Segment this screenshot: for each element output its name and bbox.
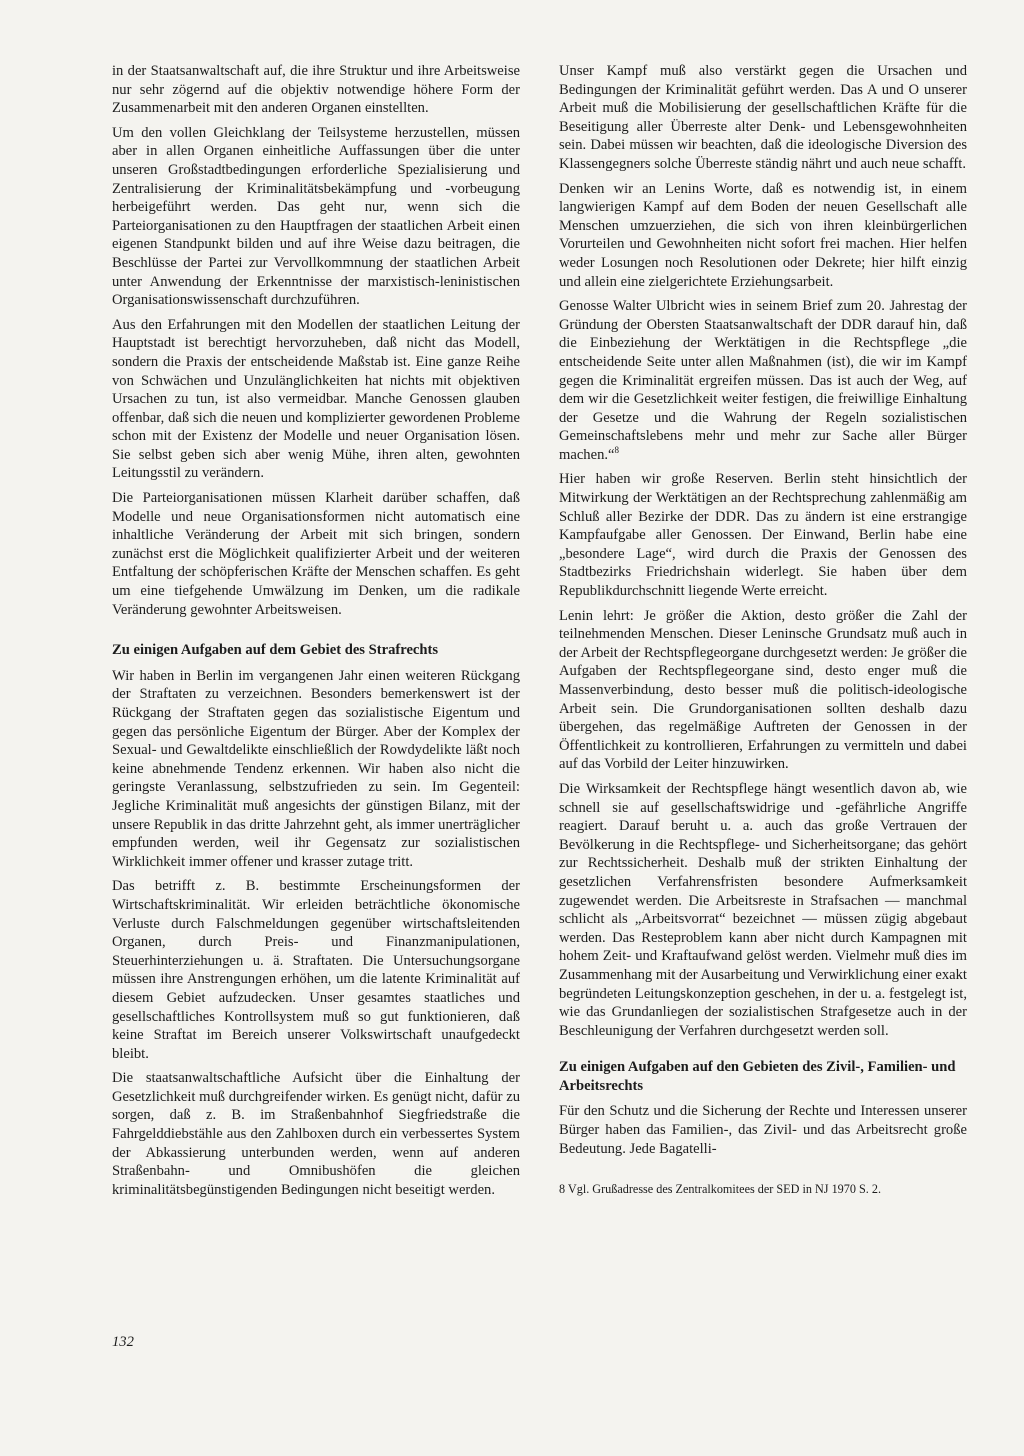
paragraph-with-quote <box>559 297 967 464</box>
paragraph: Denken wir an Lenins Worte, daß es notwendig ist, in einem langwierigen Kampf auf dem Boden der neuen Gesellschaft alle Menschen umzuerziehen, die sich von ihren kleinbürgerlichen Vorurteilen und Gewohnheiten nicht sofort frei machen. Hier helfen weder Losungen noch Resolutionen oder Dekrete; hier hilft einzig und allein eine zielgerichtete Erziehungsarbeit. <box>559 180 967 290</box>
paragraph: Um den vollen Gleichklang der Teilsysteme herzustellen, müssen aber in allen Organen einheitliche Auffassungen über die unter unseren Großstadtbedingungen erforderliche Spezialisierung und Zentralisierung der Kriminalitätsbekämpfung und -vorbeugung herbeigeführt werden. Das geht nur, wenn sich die Parteiorganisationen zu den Hauptfragen der staatlichen Arbeit einen eigenen Standpunkt bilden und auf ihre Weise dazu beitragen, die Beschlüsse der Partei zur Vervollkommnung der staatlichen Arbeit unter Anwendung der Erkenntnisse der marxistisch-leninistischen Organisationswissenschaft durchzuführen. <box>112 124 520 309</box>
footnote: 8 Vgl. Grußadresse des Zentralkomitees der SED in NJ 1970 S. 2. <box>559 1182 882 1197</box>
paragraph: Aus den Erfahrungen mit den Modellen der staatlichen Leitung der Hauptstadt ist berechtigt hervorzuheben, daß nicht das Modell, sondern die Praxis der entscheidende Maßstab ist. Eine ganze Reihe von Schwächen und Unzulänglichkeiten hat nichts mit objektiven Ursachen zu tun, ist also vermeidbar. Manche Genossen glauben offenbar, daß sich die neuen und komplizierter gewordenen Probleme schon mit der Existenz der Modelle und neuer Organisation lösen. Sie selbst geben sich aber wenig Mühe, ihren alten, gewohnten Leitungsstil zu verändern. <box>112 316 520 482</box>
section-heading-zivilrecht: Zu einigen Aufgaben auf den Gebieten des Zivil-, Familien- und Arbeitsrechts <box>559 1059 956 1094</box>
paragraph: in der Staatsanwaltschaft auf, die ihre Struktur und ihre Arbeitsweise nur sehr zögernd auf die objektiv notwendige höhere Form der Zusammenarbeit mit den anderen Organen einstellten. <box>112 63 520 117</box>
paragraph: Unser Kampf muß also verstärkt gegen die Ursachen und Bedingungen der Kriminalität geführt werden. Das A und O unserer Arbeit muß die Mobilisierung der gesellschaftlichen Kräfte für die Beseitigung aller Überreste alter Denk- und Lebensgewohnheiten sein. Dabei müssen wir beachten, daß die ideologische Diversion des Klassengegners solche Überreste ständig nährt und auch neue schafft. <box>559 63 967 172</box>
paragraph: Das betrifft z. B. bestimmte Erscheinungsformen der Wirtschaftskriminalität. Wir erleiden beträchtliche ökonomische Verluste durch Falschmeldungen gegenüber wirtschaftsleitenden Organen, durch Preis- und Finanzmanipulationen, Steuerhinterziehungen u. ä. Straftaten. Die Untersuchungsorgane müssen ihre Anstrengungen erhöhen, um die latente Kriminalität auf diesem Gebiet aufzudecken. Unser gesamtes staatliches und gesellschaftliches Kontrollsystem muß so gut funktionieren, daß keine Straftat im Bereich unserer Volkswirtschaft unaufgedeckt bleibt. <box>112 878 520 1062</box>
paragraph: Die Wirksamkeit der Rechtspflege hängt wesentlich davon ab, wie schnell sie auf gesellschaftswidrige und -gefährliche Angriffe reagiert. Darauf beruht u. a. auch das große Vertrauen der Bevölkerung in die Rechtspflege- und Sicherheitsorgane; das gehört zur Rechtssicherheit. Deshalb muß der strikten Einhaltung der gesetzlichen Verfahrensfristen besondere Aufmerksamkeit zugewendet werden. Die Arbeitsreste in Strafsachen — manchmal schlicht als „Arbeitsvorrat“ bezeichnet — müssen zügig abgebaut werden. Das Resteproblem kann aber nicht durch Kampagnen mit hohem Zeit- und Kraftaufwand gelöst werden. Vielmehr muß dies im Zusammenhang mit der Ausarbeitung und Verwirklichung einer exakt begründeten Leitungskonzeption geschehen, in der u. a. festgelegt ist, wie das Grundanliegen der sozialistischen Strafgesetze auch in der Beschleunigung der Verfahren durchgesetzt werden soll. <box>559 780 967 1039</box>
paragraph: Die staatsanwaltschaftliche Aufsicht über die Einhaltung der Gesetzlichkeit muß durchgreifender wirken. Es genügt nicht, dafür zu sorgen, daß z. B. im Straßenbahnhof Siegfriedstraße die Fahrgelddiebstähle aus den Zahlboxen durch ein verbessertes System der Abkassierung unterbunden werden, wenn auf anderen Straßenbahn- und Omnibushöfen die gleichen kriminalitätsbegünstigenden Bedingungen nicht beseitigt werden. <box>112 1070 520 1198</box>
paragraph: Für den Schutz und die Sicherung der Rechte und Interessen unserer Bürger haben das Familien-, das Zivil- und das Arbeitsrecht große Bedeutung. Jede Bagatelli- <box>559 1103 967 1157</box>
left-column <box>112 62 520 1205</box>
paragraph: Hier haben wir große Reserven. Berlin steht hinsichtlich der Mitwirkung der Werktätigen an der Rechtsprechung zahlenmäßig am Schluß aller Bezirke der DDR. Das zu ändern ist eine erstrangige Kampfaufgabe aller Genossen. Der Einwand, Berlin habe eine „besondere Lage“, wird durch die Praxis der Genossen des Stadtbezirks Friedrichshain widerlegt. Sie haben über dem Republikdurchschnitt liegende Werte erreicht. <box>559 471 967 600</box>
section-heading-strafrecht: Zu einigen Aufgaben auf dem Gebiet des Strafrechts <box>112 642 439 659</box>
page-number: 132 <box>112 1334 134 1350</box>
right-column <box>559 62 967 1198</box>
paragraph: Wir haben in Berlin im vergangenen Jahr einen weiteren Rückgang der Straftaten zu verzeichnen. Besonders bemerkenswert ist der Rückgang der Straftaten gegen das sozialistische Eigentum und gegen das persönliche Eigentum der Bürger. Aber der Komplex der Sexual- und Gewaltdelikte einschließlich der Rowdydelikte läßt noch keine abnehmende Tendenz erkennen. Wir haben also nicht die geringste Veranlassung, selbstzufrieden zu sein. Im Gegenteil: Jegliche Kriminalität muß angesichts der günstigen Bilanz, mit der unsere Republik in das dritte Jahrzehnt geht, als immer unerträglicher empfunden werden, weil ihr Gegensatz zur sozialistischen Wirklichkeit immer offener und krasser zutage tritt. <box>112 667 520 870</box>
paragraph: Lenin lehrt: Je größer die Aktion, desto größer die Zahl der teilnehmenden Menschen. Dieser Leninsche Grundsatz muß auch in der Arbeit der Rechtspflegeorgane durchgesetzt werden: Je größer die Aufgaben der Rechtspflegeorgane sind, desto enger muß die Massenverbindung, desto besser muß die politisch-ideologische Arbeit sein. Die Grundorganisationen sollten deshalb dazu übergehen, das regelmäßige Auftreten der Genossen in der Öffentlichkeit zu kontrollieren, Erfahrungen zu vermitteln und dabei auf das Vorbild der Leiter hinzuwirken. <box>559 607 967 773</box>
paragraph: Die Parteiorganisationen müssen Klarheit darüber schaffen, daß Modelle und neue Organisationsformen nicht automatisch eine inhaltliche Veränderung der Arbeit mit sich bringen, sondern zunächst erst die Möglichkeit qualifizierter Arbeit und der weiteren Entfaltung der schöpferischen Kräfte der Menschen schaffen. Es geht um eine tiefgehende Umwälzung im Denken, um die radikale Veränderung gewohnter Arbeitsweisen. <box>112 490 520 618</box>
paragraph-text: Genosse Walter Ulbricht wies in seinem Brief zum 20. Jahrestag der Gründung der Obersten Staatsanwaltschaft der DDR darauf hin, daß die Einbeziehung der Werktätigen in die Rechtspflege „die entscheidende Seite unter allen Maßnahmen (ist), die wir im Kampf gegen die Kriminalität ergreifen müssen. Das ist auch der Weg, auf dem wir die Gesetzlichkeit weiter festigen, die freiwillige Einhaltung der Gesetze und die Wahrung der Regeln sozialistischen Gemeinschaftslebens mehr und mehr zur Sache aller Bürger machen.“ <box>559 298 967 463</box>
footnote-marker: 8 <box>614 445 620 456</box>
